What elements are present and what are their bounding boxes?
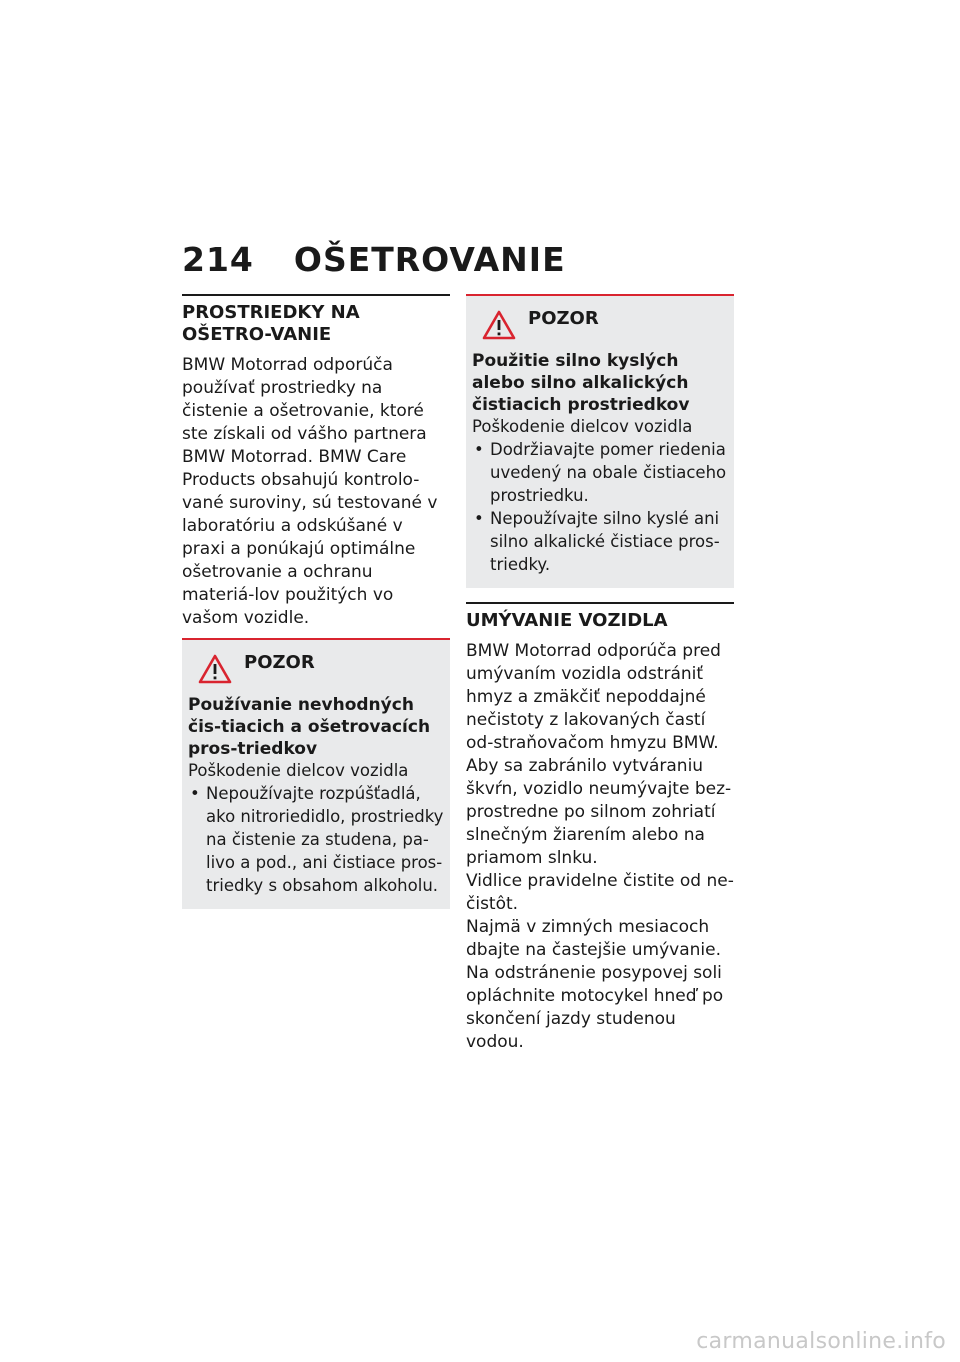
watermark: carmanualsonline.info (696, 1329, 946, 1354)
list-item: • Nepoužívajte rozpúšťadlá, ako nitroriedidlo, prostriedky na čistenie za studena, pa-livo a pod., ani čistiace pros-triedky s obsahom alkoholu. (188, 782, 444, 897)
washing-paragraph: Najmä v zimných mesiacoch dbajte na častejšie umývanie. (466, 917, 721, 960)
warning-title: Používanie nevhodných čis-tiacich a ošetrovacích pros-triedkov (188, 695, 431, 759)
warning-box-acidic (466, 294, 734, 588)
section-title-washing: UMÝVANIE VOZIDLA (466, 610, 668, 631)
warning-box-cleaners (182, 638, 450, 909)
warning-list (472, 438, 728, 576)
page-header (182, 240, 566, 279)
chapter-title: OŠETROVANIE (293, 240, 566, 279)
washing-paragraph: Aby sa zabránilo vytváraniu škvŕn, vozidlo neumývajte bez-prostredne po silnom zohriatí slnečným žiarením alebo na priamom slnku. (466, 756, 732, 868)
section-rule (466, 602, 734, 604)
warning-label: POZOR (528, 307, 599, 329)
warning-list (188, 782, 444, 897)
section-title-care-products: PROSTRIEDKY NA OŠETRO-VANIE (182, 302, 360, 345)
right-column (466, 294, 734, 1054)
washing-paragraph: BMW Motorrad odporúča pred umývaním vozidla odstrániť hmyz a zmäkčiť nepoddajné nečistoty z lakovaných častí od-straňovačom hmyzu BMW. (466, 641, 721, 753)
left-column (182, 294, 450, 909)
washing-paragraph: Vidlice pravidelne čistite od ne-čistôt. (466, 871, 734, 914)
warning-label: POZOR (244, 651, 315, 673)
care-products-paragraph: BMW Motorrad odporúča používať prostriedky na čistenie a ošetrovanie, ktoré ste získali od vášho partnera BMW Motorrad. BMW Care Products obsahujú kontrolo-vané suroviny, sú testované v laboratóriu a odskúšané v praxi a ponúkajú optimálne ošetrovanie a ochranu materiá-lov použitých vo vašom vozidle. (182, 355, 438, 628)
page-number: 214 (182, 240, 254, 279)
list-item: • Dodržiavajte pomer riedenia uvedený na obale čistiaceho prostriedku. (472, 438, 728, 507)
section-rule (182, 294, 450, 296)
warning-header (188, 651, 444, 684)
warning-title: Použitie silno kyslých alebo silno alkalických čistiacich prostriedkov (472, 351, 690, 415)
warning-triangle-icon (482, 310, 516, 340)
warning-consequence: Poškodenie dielcov vozidla (188, 761, 409, 780)
warning-consequence: Poškodenie dielcov vozidla (472, 417, 693, 436)
list-item: • Nepoužívajte silno kyslé ani silno alkalické čistiace pros-triedky. (472, 507, 728, 576)
warning-header (472, 307, 728, 340)
warning-triangle-icon (198, 654, 232, 684)
washing-paragraph: Na odstránenie posypovej soli opláchnite motocykel hneď po skončení jazdy studenou vodou. (466, 963, 724, 1052)
